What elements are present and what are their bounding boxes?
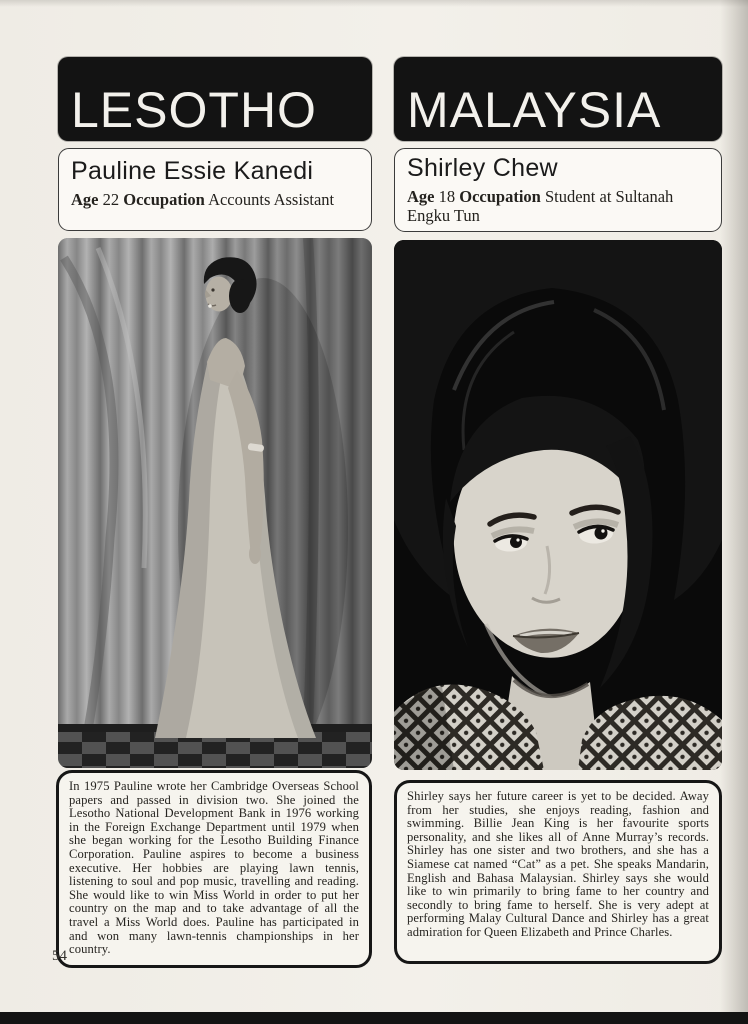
country-banner-lesotho xyxy=(58,57,372,141)
contestant-vitals-right xyxy=(407,187,709,226)
age-label-right: Age xyxy=(407,186,435,206)
country-banner-malaysia xyxy=(394,57,722,141)
occupation-label-right: Occupation xyxy=(459,186,541,206)
bio-text-right: Shirley says her future career is yet to be decided. Away from her studies, she enjoys reading, fashion and swimming. Billie Jean King is her favourite sports personality, and she likes all of Anne Murray’s records. Shirley has one sister and two brothers, and she has a Siamese cat named “Cat” as a pet. She speaks Mandarin, English and Bahasa Malaysian. Shirley says she would like to win primarily to bring fame to her country and secondly to bring fame to herself. She is very adept at performing Malay Cultural Dance and Shirley has a great admiration for Queen Elizabeth and Prince Charles. xyxy=(394,780,722,964)
country-title-malaysia: MALAYSIA xyxy=(407,82,662,138)
age-value-right: 18 xyxy=(438,186,456,206)
shirley-photo xyxy=(394,240,722,770)
occupation-label-left: Occupation xyxy=(123,189,205,209)
contestant-name-left: Pauline Essie Kanedi xyxy=(71,157,314,185)
contestant-info-box-right xyxy=(394,148,722,232)
page-number: 54 xyxy=(52,948,67,964)
contestant-vitals-left xyxy=(71,190,359,209)
page-top-shadow xyxy=(0,0,748,7)
scan-bottom-band xyxy=(0,1012,748,1024)
occupation-value-right: Student at Sultanah Engku Tun xyxy=(407,186,674,225)
country-title-lesotho: LESOTHO xyxy=(71,82,317,138)
age-value-left: 22 xyxy=(102,189,120,209)
page-edge-shadow xyxy=(720,0,748,1024)
bio-text-left: In 1975 Pauline wrote her Cambridge Overseas School papers and passed in division two. She joined the Lesotho National Development Bank in 1976 working in the Foreign Exchange Department until 1979 when she began working for the Lesotho Building Finance Corporation. Pauline aspires to become a business executive. Her hobbies are playing lawn tennis, listening to soul and pop music, travelling and reading. She would like to win Miss World in order to put her country on the map and to take advantage of all the travel a Miss World does. Pauline has participated in and won many lawn-tennis championships in her country. xyxy=(56,770,372,968)
shirley-photo-illustration xyxy=(394,240,722,770)
pauline-photo-illustration xyxy=(58,238,372,768)
pauline-photo xyxy=(58,238,372,768)
age-label-left: Age xyxy=(71,189,99,209)
contestant-name-right: Shirley Chew xyxy=(407,154,558,182)
occupation-value-left: Accounts Assistant xyxy=(208,189,335,209)
contestant-info-box-left xyxy=(58,148,372,231)
